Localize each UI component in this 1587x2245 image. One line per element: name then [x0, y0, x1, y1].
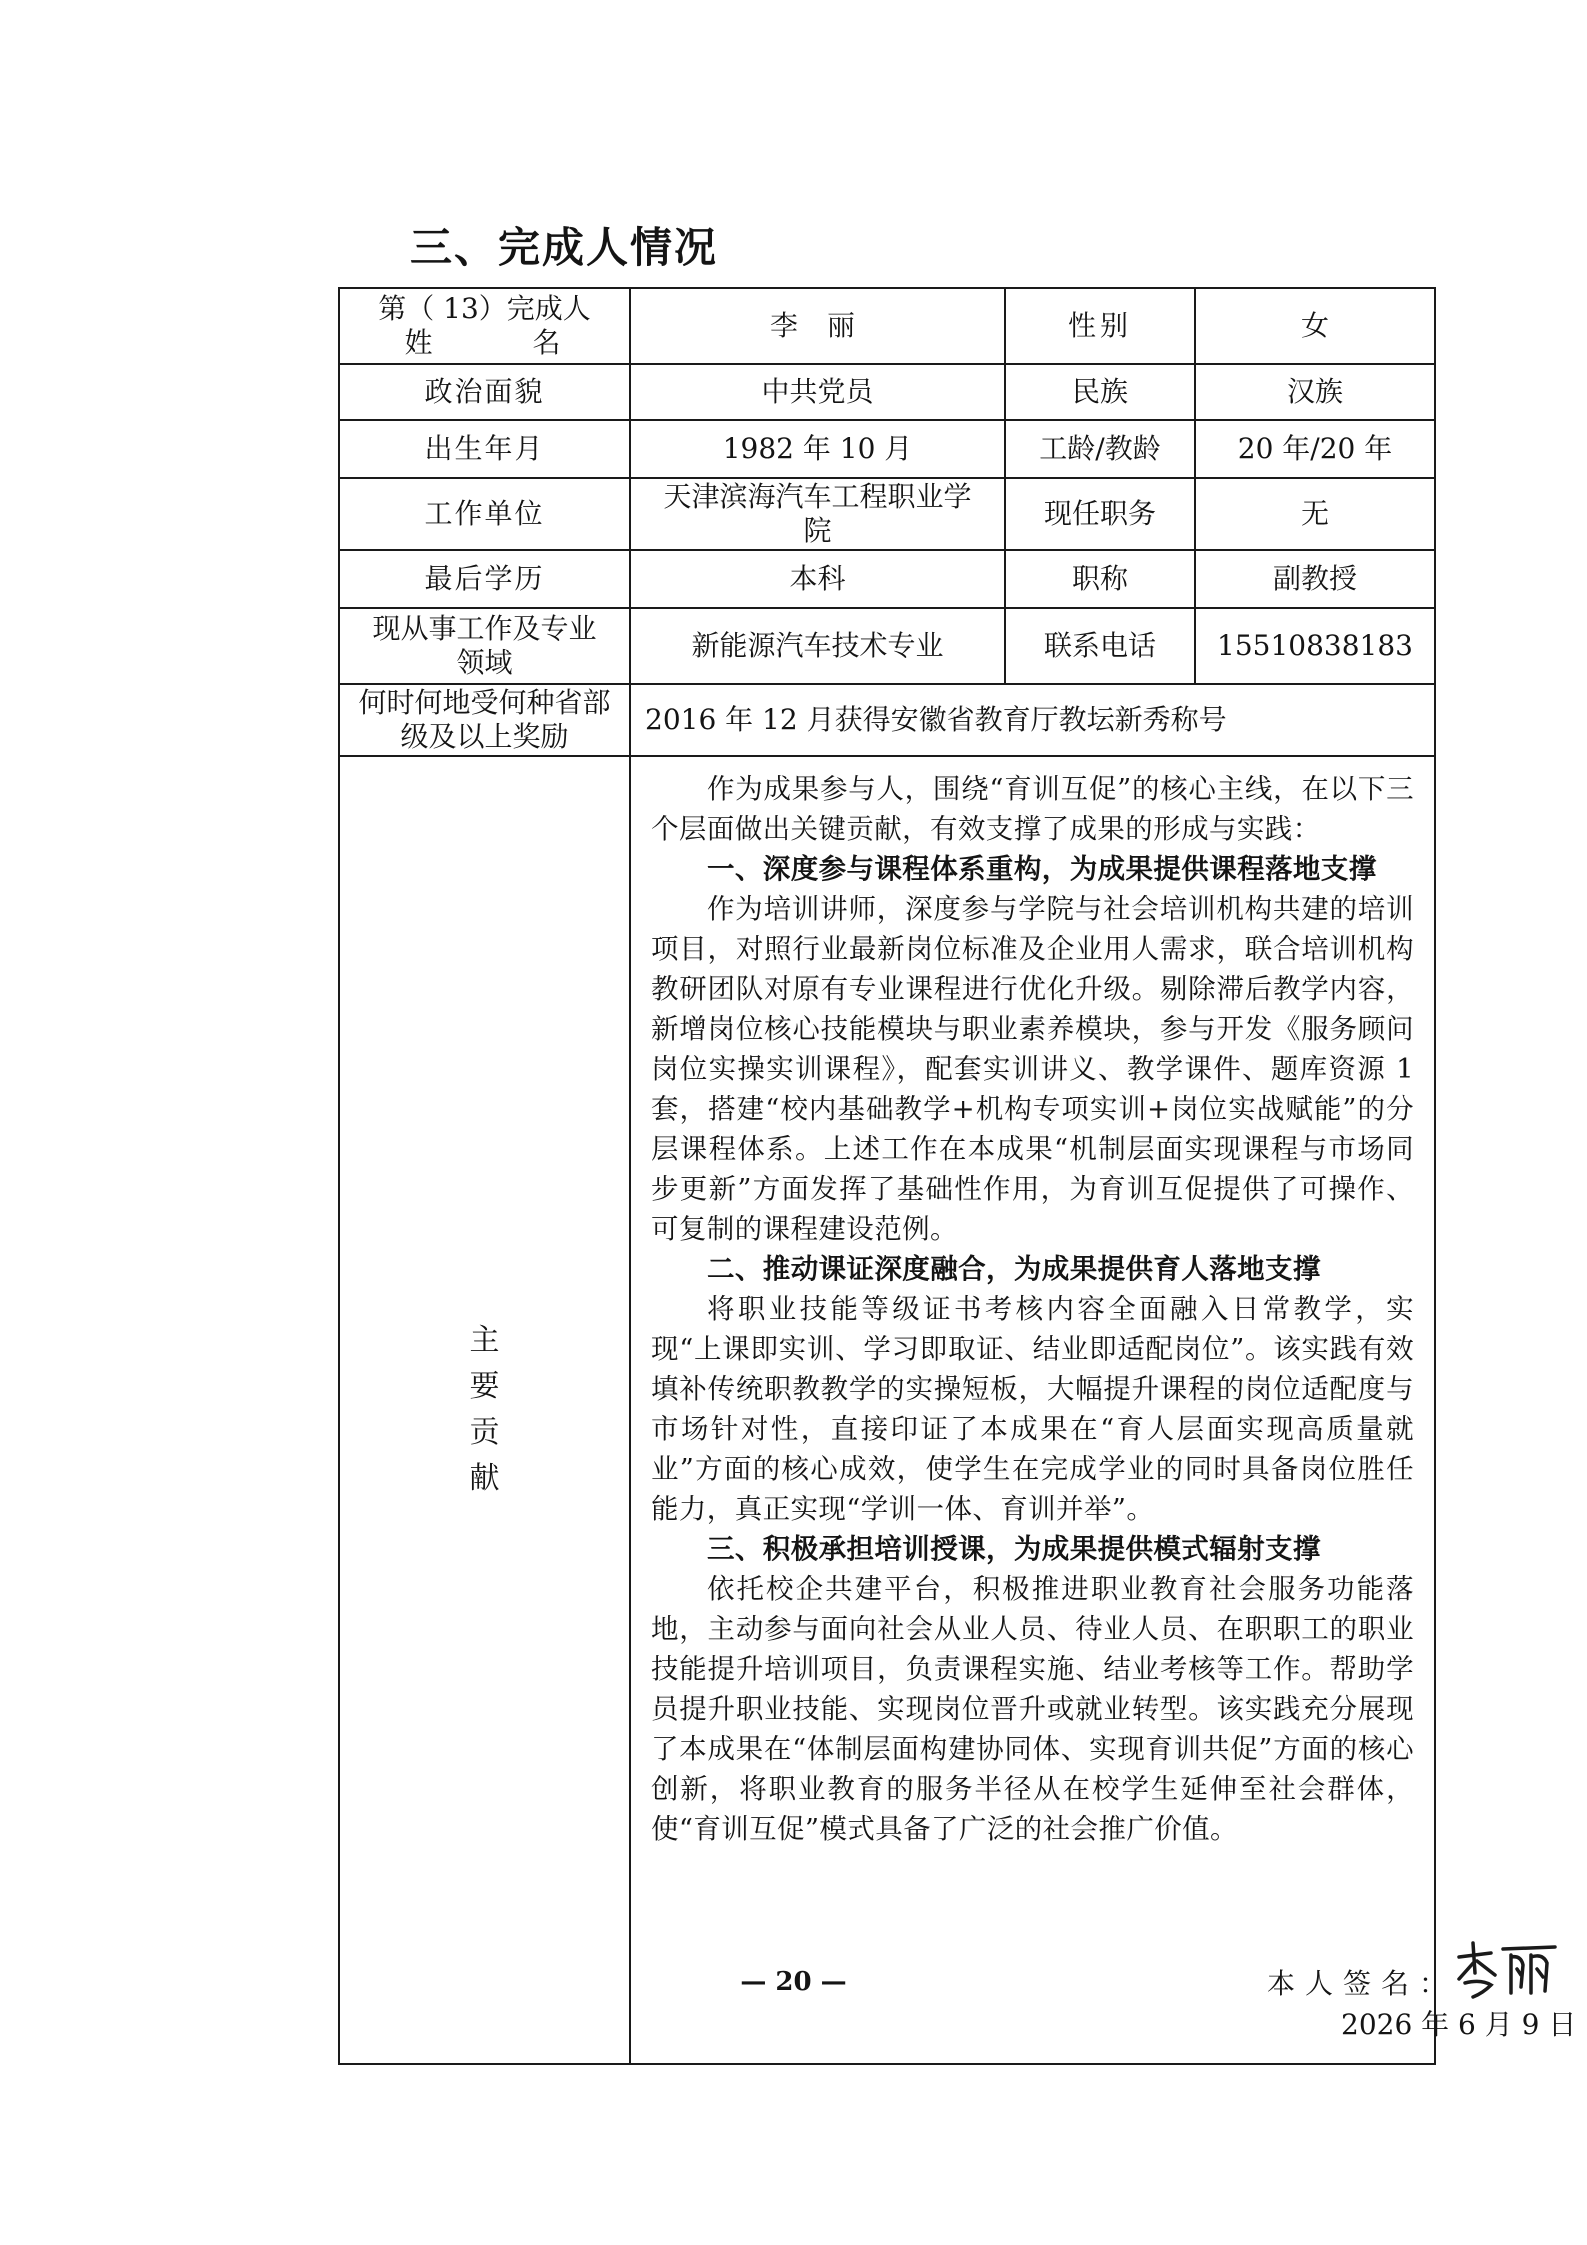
contribution-intro: 作为成果参与人，围绕“育训互促”的核心主线，在以下三个层面做出关键贡献，有效支撑了成果的形成与实践：: [651, 773, 1414, 845]
contribution-heading-2: 二、推动课证深度融合，为成果提供育人落地支撑: [707, 1253, 1321, 1285]
section-title: 三、完成人情况: [410, 223, 719, 272]
position-value: 无: [1195, 478, 1435, 550]
row-employer: [339, 478, 1435, 550]
page-number: — 20 —: [740, 1967, 847, 1997]
row-award: [339, 684, 1435, 756]
award-value: 2016 年 12 月获得安徽省教育厅教坛新秀称号: [630, 684, 1435, 756]
contribution-paragraph-3: 依托校企共建平台，积极推进职业教育社会服务功能落地，主动参与面向社会从业人员、待业人员、在职职工的职业技能提升培训项目，负责课程实施、结业考核等工作。帮助学员提升职业技能、实现岗位晋升或就业转型。该实践充分展现了本成果在“体制层面构建协同体、实现育训共促”方面的核心创新，将职业教育的服务半径从在校学生延伸至社会群体，使“育训互促”模式具备了广泛的社会推广价值。: [651, 1573, 1414, 1845]
politics-label: 政治面貌: [339, 364, 630, 420]
ethnicity-value: 汉族: [1195, 364, 1435, 420]
field-label: 现从事工作及专业领域: [339, 608, 630, 684]
row-name: [339, 288, 1435, 364]
phone-label: 联系电话: [1005, 608, 1195, 684]
contribution-label-char: 贡: [469, 1415, 500, 1450]
employer-label: 工作单位: [339, 478, 630, 550]
seniority-label: 工龄/教龄: [1005, 420, 1195, 478]
contribution-label: [339, 756, 630, 2064]
contribution-paragraph-1: 作为培训讲师，深度参与学院与社会培训机构共建的培训项目，对照行业最新岗位标准及企业用人需求，联合培训机构教研团队对原有专业课程进行优化升级。剔除滞后教学内容，新增岗位核心技能模块与职业素养模块，参与开发《服务顾问岗位实操实训课程》，配套实训讲义、教学课件、题库资源 1 套，搭建“校内基础教学+机构专项实训+岗位实战赋能”的分层课程体系。上述工作在本成果“机制层面实现课程与市场同步更新”方面发挥了基础性作用，为育训互促提供了可操作、可复制的课程建设范例。: [651, 893, 1414, 1245]
signature-date: 2026 年 6 月 9 日: [1341, 2008, 1577, 2041]
contribution-label-char: 要: [469, 1369, 500, 1404]
title-value: 副教授: [1195, 550, 1435, 608]
gender-label: 性别: [1005, 288, 1195, 364]
ethnicity-label: 民族: [1005, 364, 1195, 420]
politics-value: 中共党员: [630, 364, 1005, 420]
education-value: 本科: [630, 550, 1005, 608]
signature-label: 本人签名：: [1267, 1967, 1458, 2000]
birth-label: 出生年月: [339, 420, 630, 478]
position-label: 现任职务: [1005, 478, 1195, 550]
employer-value: 天津滨海汽车工程职业学院: [630, 478, 1005, 550]
row-field: [339, 608, 1435, 684]
contribution-heading-1: 一、深度参与课程体系重构，为成果提供课程落地支撑: [707, 853, 1377, 885]
row-politics: [339, 364, 1435, 420]
contribution-label-char: 献: [469, 1461, 500, 1496]
contribution-content: [630, 756, 1577, 2064]
gender-value: 女: [1195, 288, 1435, 364]
seniority-value: 20 年/20 年: [1195, 420, 1435, 478]
contribution-paragraph-2: 将职业技能等级证书考核内容全面融入日常教学，实现“上课即实训、学习即取证、结业即适配岗位”。该实践有效填补传统职教教学的实操短板，大幅提升课程的岗位适配度与市场针对性，直接印证了本成果在“育人层面实现高质量就业”方面的核心成效，使学生在完成学业的同时具备岗位胜任能力，真正实现“学训一体、育训并举”。: [651, 1293, 1414, 1525]
signature-block: [631, 1849, 1577, 2063]
row-education: [339, 550, 1435, 608]
row-contribution: [339, 756, 1435, 2064]
contribution-label-char: 主: [469, 1323, 500, 1358]
field-value: 新能源汽车技术专业: [630, 608, 1005, 684]
name-value: 李 丽: [630, 288, 1005, 364]
completer-info-table: [338, 287, 1577, 2065]
education-label: 最后学历: [339, 550, 630, 608]
title-label: 职称: [1005, 550, 1195, 608]
phone-value: 15510838183: [1195, 608, 1435, 684]
row-birth: [339, 420, 1435, 478]
completer-index-label: 第（ 13）完成人 姓 名: [339, 288, 630, 364]
contribution-heading-3: 三、积极承担培训授课，为成果提供模式辐射支撑: [707, 1533, 1321, 1565]
birth-value: 1982 年 10 月: [630, 420, 1005, 478]
award-label: 何时何地受何种省部级及以上奖励: [339, 684, 630, 756]
